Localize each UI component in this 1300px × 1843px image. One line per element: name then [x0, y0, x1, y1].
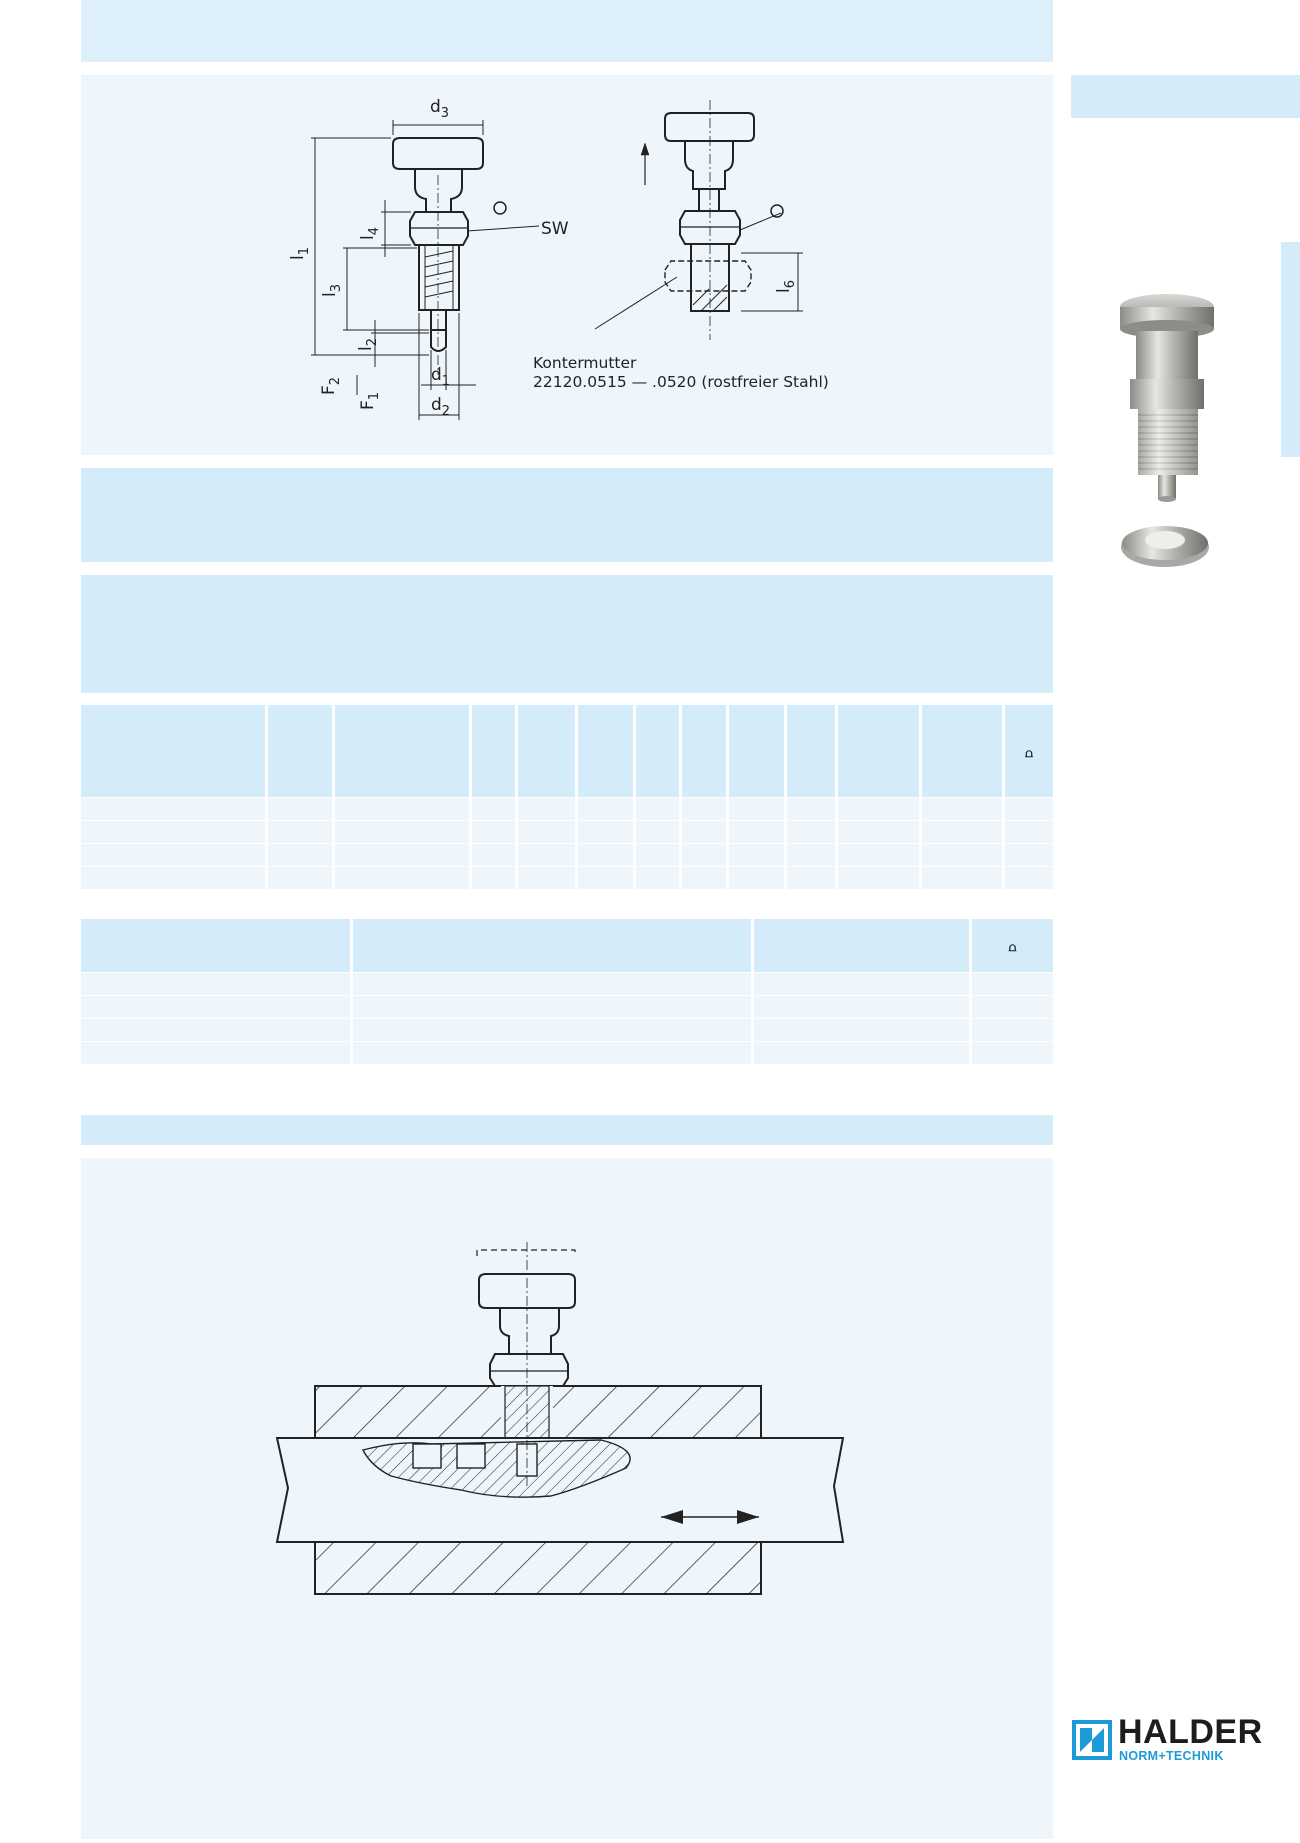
label-l4: l — [358, 235, 378, 240]
product-photo — [1110, 285, 1215, 570]
spec-header-cell — [335, 705, 472, 797]
bell-icon: ⩍ — [1025, 745, 1033, 760]
side-tab-marker — [1071, 75, 1300, 118]
halder-logo-mark — [1072, 1720, 1112, 1760]
svg-text:F1: $F_1$ — [358, 391, 382, 410]
knob-shape — [393, 138, 483, 169]
svg-text:l4: $l_4$ — [358, 226, 382, 240]
table-row — [81, 866, 1053, 889]
spec-header-cell — [922, 705, 1005, 797]
nut-caption-line1: Kontermutter — [533, 354, 637, 372]
label-l2: l — [356, 346, 376, 351]
label-sw: SW — [541, 219, 569, 239]
spec-header-cell — [636, 705, 682, 797]
spec-header-cell — [787, 705, 838, 797]
label-d2: d — [431, 395, 442, 415]
nut-header-cell — [754, 919, 972, 972]
label-d3: d — [430, 97, 441, 117]
top-header-band — [81, 0, 1053, 62]
application-drawing-panel — [81, 1158, 1053, 1839]
label-l3: l — [320, 292, 340, 297]
svg-text:d2: $d_2$ — [431, 395, 451, 419]
table-row — [81, 1018, 1053, 1041]
technical-drawing-panel — [81, 75, 1053, 455]
bell-icon: ⩍ — [1008, 940, 1017, 954]
title-band-1 — [81, 468, 1053, 562]
table-row — [81, 797, 1053, 820]
nut-caption-line2: 22120.0515 — .0520 (rostfreier Stahl) — [533, 373, 829, 391]
svg-text:F2: $F_2$ — [319, 376, 343, 395]
application-section-header — [81, 1115, 1053, 1145]
title-band-2 — [81, 575, 1053, 693]
dimension-drawing — [81, 75, 1053, 455]
spec-header-cell — [1005, 705, 1053, 797]
spec-header-cell — [81, 705, 268, 797]
spec-header-cell — [268, 705, 335, 797]
halder-logo — [1072, 1713, 1272, 1763]
spec-table — [81, 705, 1053, 889]
application-drawing — [81, 1158, 1053, 1839]
spec-header-cell — [838, 705, 922, 797]
svg-text:l1: $l_1$ — [288, 246, 312, 260]
brand-tagline: NORM+TECHNIK — [1119, 1749, 1224, 1763]
spec-header-row — [81, 705, 1053, 797]
nut-header-cell — [972, 919, 1053, 972]
table-row — [81, 843, 1053, 866]
nut-header-row — [81, 919, 1053, 972]
table-row — [81, 1041, 1053, 1064]
label-f1: F — [358, 400, 378, 410]
svg-text:d1: $d_1$ — [431, 365, 451, 389]
spec-header-cell — [578, 705, 636, 797]
label-l1: l — [288, 255, 308, 260]
table-row — [81, 820, 1053, 843]
svg-text:l6: $l_6$ — [774, 279, 798, 293]
side-edge-marker — [1281, 242, 1300, 457]
spec-header-cell — [729, 705, 787, 797]
spec-header-cell — [682, 705, 729, 797]
label-d1: d — [431, 365, 442, 385]
svg-text:l3: $l_3$ — [320, 283, 344, 297]
table-row — [81, 972, 1053, 995]
svg-text:l2: $l_2$ — [356, 337, 380, 351]
spec-header-cell — [518, 705, 578, 797]
table-row — [81, 995, 1053, 1018]
brand-name: HALDER — [1118, 1713, 1263, 1751]
nut-header-cell — [353, 919, 754, 972]
svg-text:d3: $d_3$ — [430, 97, 450, 121]
nut-header-cell — [81, 919, 353, 972]
label-l6: l — [774, 288, 794, 293]
label-f2: F — [319, 385, 339, 395]
knob-lifted-shape — [665, 113, 754, 141]
spec-header-cell — [472, 705, 518, 797]
nut-table — [81, 919, 1053, 1064]
